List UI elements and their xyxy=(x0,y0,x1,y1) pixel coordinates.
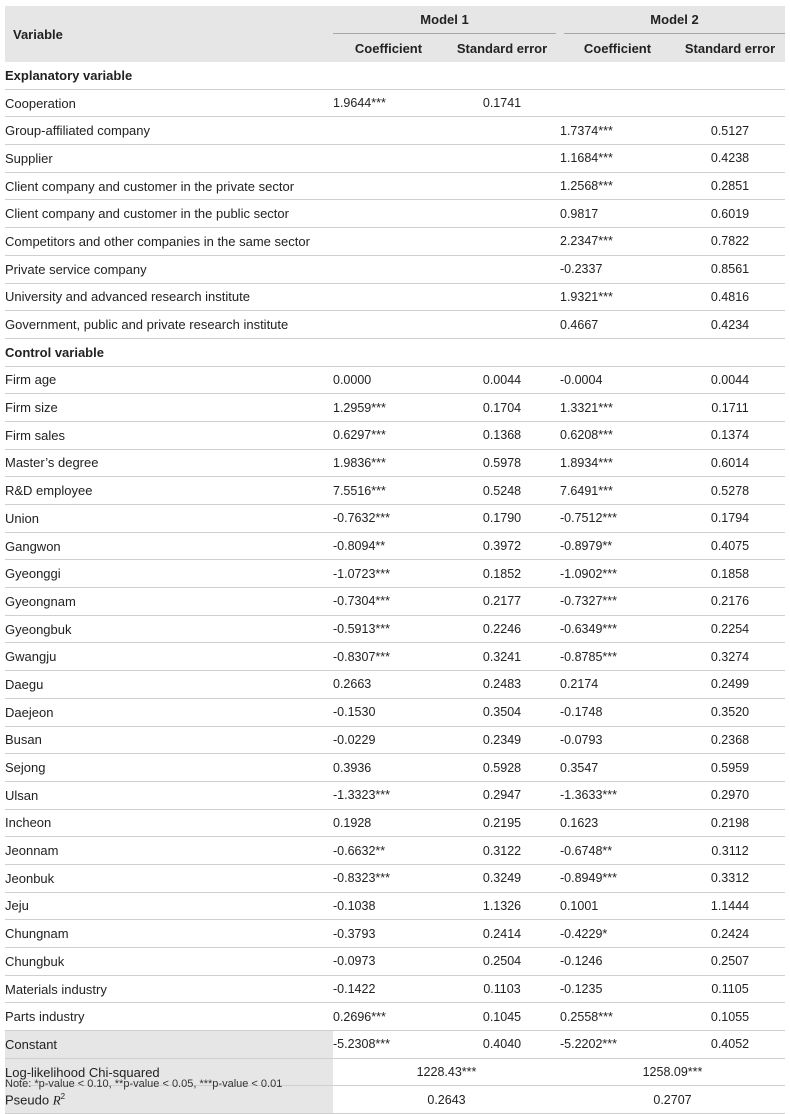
table-row xyxy=(5,421,785,449)
model2-header: Model 2 xyxy=(560,6,785,34)
table-row xyxy=(5,754,785,782)
table-row xyxy=(5,200,785,228)
table-row xyxy=(5,560,785,588)
model1-standard-error: 0.1704 xyxy=(444,394,560,422)
model1-standard-error: 0.3504 xyxy=(444,698,560,726)
model1-header: Model 1 xyxy=(333,6,560,34)
model2-coefficient: -0.6349*** xyxy=(560,615,675,643)
model2-coefficient: 0.1623 xyxy=(560,809,675,837)
model2-coefficient: -1.3633*** xyxy=(560,781,675,809)
model1-standard-error: 0.5928 xyxy=(444,754,560,782)
table-row xyxy=(5,781,785,809)
model1-standard-error-header: Standard error xyxy=(444,34,560,63)
model1-coefficient: 1.9644*** xyxy=(333,89,444,117)
model2-standard-error: 0.2254 xyxy=(675,615,785,643)
model1-standard-error xyxy=(444,311,560,339)
model2-standard-error: 0.4234 xyxy=(675,311,785,339)
model1-coefficient xyxy=(333,311,444,339)
variable-name: Union xyxy=(5,505,333,533)
model1-standard-error xyxy=(444,172,560,200)
model2-standard-error: 0.3312 xyxy=(675,864,785,892)
model2-standard-error: 1.1444 xyxy=(675,892,785,920)
model2-standard-error: 0.6019 xyxy=(675,200,785,228)
model1-coefficient: 0.2663 xyxy=(333,671,444,699)
variable-name: Incheon xyxy=(5,809,333,837)
model2-coefficient: 1.3321*** xyxy=(560,394,675,422)
model1-standard-error: 0.2349 xyxy=(444,726,560,754)
table-row xyxy=(5,228,785,256)
model2-standard-error: 0.3274 xyxy=(675,643,785,671)
pseudo-label-sup: 2 xyxy=(60,1091,66,1101)
model2-coefficient: -1.0902*** xyxy=(560,560,675,588)
section-label-control: Control variable xyxy=(5,338,785,366)
variable-name: Group-affiliated company xyxy=(5,117,333,145)
model1-standard-error: 0.1045 xyxy=(444,1003,560,1031)
table-row xyxy=(5,145,785,173)
model1-coefficient: -0.8323*** xyxy=(333,864,444,892)
model1-standard-error xyxy=(444,117,560,145)
model1-coefficient: -0.1530 xyxy=(333,698,444,726)
variable-name: Client company and customer in the private sector xyxy=(5,172,333,200)
model2-coefficient: -0.6748** xyxy=(560,837,675,865)
variable-name: Busan xyxy=(5,726,333,754)
model1-standard-error: 0.1103 xyxy=(444,975,560,1003)
model1-standard-error: 0.0044 xyxy=(444,366,560,394)
model2-coefficient: 2.2347*** xyxy=(560,228,675,256)
model2-standard-error: 0.1105 xyxy=(675,975,785,1003)
model2-standard-error: 0.4052 xyxy=(675,1031,785,1059)
table-row xyxy=(5,449,785,477)
table-row xyxy=(5,366,785,394)
model1-standard-error: 0.1790 xyxy=(444,505,560,533)
model1-standard-error: 0.2947 xyxy=(444,781,560,809)
table-row xyxy=(5,117,785,145)
model1-standard-error: 0.2195 xyxy=(444,809,560,837)
model2-coefficient: -0.1235 xyxy=(560,975,675,1003)
model1-standard-error xyxy=(444,200,560,228)
model2-coefficient: -0.8785*** xyxy=(560,643,675,671)
variable-header: Variable xyxy=(5,6,333,62)
model2-pseudo-r2: 0.2707 xyxy=(560,1086,785,1114)
variable-name: Parts industry xyxy=(5,1003,333,1031)
model2-standard-error: 0.2507 xyxy=(675,948,785,976)
pseudo-r2-row xyxy=(5,1086,785,1114)
model1-coefficient: -0.6632** xyxy=(333,837,444,865)
loglik-label: Log-likelihood Chi-squared xyxy=(5,1058,333,1086)
model1-standard-error xyxy=(444,283,560,311)
table-row xyxy=(5,477,785,505)
table-row xyxy=(5,837,785,865)
model2-standard-error: 0.4075 xyxy=(675,532,785,560)
model2-standard-error: 0.5278 xyxy=(675,477,785,505)
model1-coefficient: -0.8094** xyxy=(333,532,444,560)
model1-coefficient xyxy=(333,255,444,283)
model2-coefficient: 1.9321*** xyxy=(560,283,675,311)
model1-pseudo-r2: 0.2643 xyxy=(333,1086,560,1114)
variable-name: Constant xyxy=(5,1031,333,1059)
variable-name: Materials industry xyxy=(5,975,333,1003)
table-row xyxy=(5,809,785,837)
model2-coefficient-header: Coefficient xyxy=(560,34,675,63)
model2-coefficient: 1.8934*** xyxy=(560,449,675,477)
model2-standard-error: 0.1374 xyxy=(675,421,785,449)
model1-coefficient: 0.6297*** xyxy=(333,421,444,449)
model1-standard-error: 0.5248 xyxy=(444,477,560,505)
variable-name: Chungbuk xyxy=(5,948,333,976)
regression-table xyxy=(5,6,785,1114)
table-row xyxy=(5,532,785,560)
model1-coefficient: -0.3793 xyxy=(333,920,444,948)
table-row xyxy=(5,283,785,311)
model2-coefficient: 0.6208*** xyxy=(560,421,675,449)
model2-standard-error: 0.2970 xyxy=(675,781,785,809)
section-row-control xyxy=(5,338,785,366)
variable-name: Gyeonggi xyxy=(5,560,333,588)
model2-standard-error: 0.5127 xyxy=(675,117,785,145)
model2-coefficient: 0.4667 xyxy=(560,311,675,339)
variable-name: Gyeongnam xyxy=(5,588,333,616)
section-row-explanatory xyxy=(5,62,785,89)
model2-coefficient: 1.7374*** xyxy=(560,117,675,145)
model1-standard-error: 0.2177 xyxy=(444,588,560,616)
model2-standard-error: 0.4238 xyxy=(675,145,785,173)
model1-standard-error: 0.1368 xyxy=(444,421,560,449)
model1-coefficient xyxy=(333,228,444,256)
model2-coefficient: -0.8979** xyxy=(560,532,675,560)
model2-coefficient xyxy=(560,89,675,117)
model1-loglik: 1228.43*** xyxy=(333,1058,560,1086)
model2-standard-error-header: Standard error xyxy=(675,34,785,63)
model1-coefficient: -1.3323*** xyxy=(333,781,444,809)
model1-coefficient: -0.5913*** xyxy=(333,615,444,643)
model1-coefficient-header: Coefficient xyxy=(333,34,444,63)
model1-coefficient: -1.0723*** xyxy=(333,560,444,588)
model1-coefficient: -0.1038 xyxy=(333,892,444,920)
model1-coefficient xyxy=(333,117,444,145)
variable-name: Private service company xyxy=(5,255,333,283)
model2-coefficient: 0.1001 xyxy=(560,892,675,920)
model2-standard-error: 0.2368 xyxy=(675,726,785,754)
model1-coefficient: 0.0000 xyxy=(333,366,444,394)
model2-loglik: 1258.09*** xyxy=(560,1058,785,1086)
model1-coefficient xyxy=(333,172,444,200)
model1-coefficient xyxy=(333,283,444,311)
model1-coefficient: -0.7304*** xyxy=(333,588,444,616)
model2-standard-error: 0.1858 xyxy=(675,560,785,588)
pseudo-label-text: Pseudo xyxy=(5,1091,53,1107)
model2-standard-error: 0.3520 xyxy=(675,698,785,726)
model2-coefficient: 0.9817 xyxy=(560,200,675,228)
table-row xyxy=(5,311,785,339)
variable-name: Sejong xyxy=(5,754,333,782)
variable-name: Jeonbuk xyxy=(5,864,333,892)
variable-name: Jeonnam xyxy=(5,837,333,865)
model1-standard-error: 0.3122 xyxy=(444,837,560,865)
model2-standard-error: 0.1711 xyxy=(675,394,785,422)
model2-coefficient: -5.2202*** xyxy=(560,1031,675,1059)
variable-name: Gwangju xyxy=(5,643,333,671)
table-row xyxy=(5,255,785,283)
variable-name: University and advanced research institute xyxy=(5,283,333,311)
model1-coefficient: 7.5516*** xyxy=(333,477,444,505)
table-row xyxy=(5,643,785,671)
table-row xyxy=(5,172,785,200)
model2-coefficient: 7.6491*** xyxy=(560,477,675,505)
table-body xyxy=(5,62,785,1114)
variable-name: Supplier xyxy=(5,145,333,173)
table-row xyxy=(5,975,785,1003)
variable-name: Firm sales xyxy=(5,421,333,449)
variable-name: Client company and customer in the public sector xyxy=(5,200,333,228)
model1-coefficient: -0.1422 xyxy=(333,975,444,1003)
model1-coefficient: 0.3936 xyxy=(333,754,444,782)
model1-coefficient: -0.7632*** xyxy=(333,505,444,533)
model1-coefficient: -0.0229 xyxy=(333,726,444,754)
model2-coefficient: -0.1246 xyxy=(560,948,675,976)
model2-coefficient: -0.7512*** xyxy=(560,505,675,533)
model2-standard-error: 0.8561 xyxy=(675,255,785,283)
model1-coefficient: -5.2308*** xyxy=(333,1031,444,1059)
table-row xyxy=(5,1031,785,1059)
model1-coefficient: -0.8307*** xyxy=(333,643,444,671)
model1-standard-error: 0.2504 xyxy=(444,948,560,976)
model2-coefficient: 0.2558*** xyxy=(560,1003,675,1031)
table-row xyxy=(5,726,785,754)
model1-standard-error xyxy=(444,255,560,283)
model2-coefficient: -0.7327*** xyxy=(560,588,675,616)
model2-standard-error: 0.2499 xyxy=(675,671,785,699)
model2-standard-error: 0.6014 xyxy=(675,449,785,477)
variable-name: Daegu xyxy=(5,671,333,699)
pseudo-label-r: R xyxy=(52,1091,61,1107)
table-row xyxy=(5,89,785,117)
model2-standard-error: 0.2851 xyxy=(675,172,785,200)
table-row xyxy=(5,864,785,892)
table-row xyxy=(5,671,785,699)
model1-standard-error: 1.1326 xyxy=(444,892,560,920)
model2-coefficient: -0.8949*** xyxy=(560,864,675,892)
model2-standard-error: 0.2176 xyxy=(675,588,785,616)
variable-name: Cooperation xyxy=(5,89,333,117)
model2-standard-error: 0.4816 xyxy=(675,283,785,311)
model1-standard-error: 0.2246 xyxy=(444,615,560,643)
model1-standard-error: 0.3972 xyxy=(444,532,560,560)
model2-standard-error: 0.3112 xyxy=(675,837,785,865)
variable-name: Jeju xyxy=(5,892,333,920)
model1-standard-error: 0.3241 xyxy=(444,643,560,671)
model2-coefficient: -0.4229* xyxy=(560,920,675,948)
table-row xyxy=(5,615,785,643)
variable-name: Daejeon xyxy=(5,698,333,726)
table-row xyxy=(5,892,785,920)
model1-coefficient: 1.9836*** xyxy=(333,449,444,477)
table-row xyxy=(5,394,785,422)
table-row xyxy=(5,698,785,726)
variable-name: R&D employee xyxy=(5,477,333,505)
model2-standard-error: 0.7822 xyxy=(675,228,785,256)
model2-standard-error: 0.2424 xyxy=(675,920,785,948)
model1-standard-error: 0.5978 xyxy=(444,449,560,477)
model1-coefficient: 1.2959*** xyxy=(333,394,444,422)
variable-name: Ulsan xyxy=(5,781,333,809)
model1-standard-error: 0.1852 xyxy=(444,560,560,588)
model2-standard-error: 0.1794 xyxy=(675,505,785,533)
variable-name: Gyeongbuk xyxy=(5,615,333,643)
variable-name: Chungnam xyxy=(5,920,333,948)
model1-coefficient: -0.0973 xyxy=(333,948,444,976)
table-header xyxy=(5,6,785,62)
model2-standard-error xyxy=(675,89,785,117)
table-row xyxy=(5,588,785,616)
model1-standard-error: 0.3249 xyxy=(444,864,560,892)
model2-coefficient: 0.3547 xyxy=(560,754,675,782)
model1-coefficient: 0.2696*** xyxy=(333,1003,444,1031)
model1-standard-error xyxy=(444,228,560,256)
model2-coefficient: 0.2174 xyxy=(560,671,675,699)
table-row xyxy=(5,505,785,533)
model1-coefficient xyxy=(333,200,444,228)
model2-coefficient: 1.2568*** xyxy=(560,172,675,200)
model2-standard-error: 0.1055 xyxy=(675,1003,785,1031)
model2-coefficient: -0.2337 xyxy=(560,255,675,283)
pseudo-r2-label xyxy=(5,1086,333,1114)
model2-coefficient: -0.1748 xyxy=(560,698,675,726)
model2-standard-error: 0.0044 xyxy=(675,366,785,394)
model2-coefficient: -0.0793 xyxy=(560,726,675,754)
section-label-explanatory: Explanatory variable xyxy=(5,62,785,89)
model2-standard-error: 0.2198 xyxy=(675,809,785,837)
model1-standard-error: 0.2483 xyxy=(444,671,560,699)
variable-name: Firm age xyxy=(5,366,333,394)
variable-name: Gangwon xyxy=(5,532,333,560)
table-note: Note: *p-value < 0.10, **p-value < 0.05, ***p-value < 0.01 xyxy=(5,1078,283,1090)
model2-standard-error: 0.5959 xyxy=(675,754,785,782)
model1-coefficient: 0.1928 xyxy=(333,809,444,837)
table-row xyxy=(5,920,785,948)
variable-name: Competitors and other companies in the same sector xyxy=(5,228,333,256)
model1-standard-error: 0.1741 xyxy=(444,89,560,117)
model1-standard-error: 0.4040 xyxy=(444,1031,560,1059)
model1-standard-error: 0.2414 xyxy=(444,920,560,948)
table-row xyxy=(5,1003,785,1031)
model2-coefficient: -0.0004 xyxy=(560,366,675,394)
variable-name: Master’s degree xyxy=(5,449,333,477)
variable-name: Firm size xyxy=(5,394,333,422)
model2-coefficient: 1.1684*** xyxy=(560,145,675,173)
model1-coefficient xyxy=(333,145,444,173)
variable-name: Government, public and private research institute xyxy=(5,311,333,339)
model1-standard-error xyxy=(444,145,560,173)
table-row xyxy=(5,948,785,976)
